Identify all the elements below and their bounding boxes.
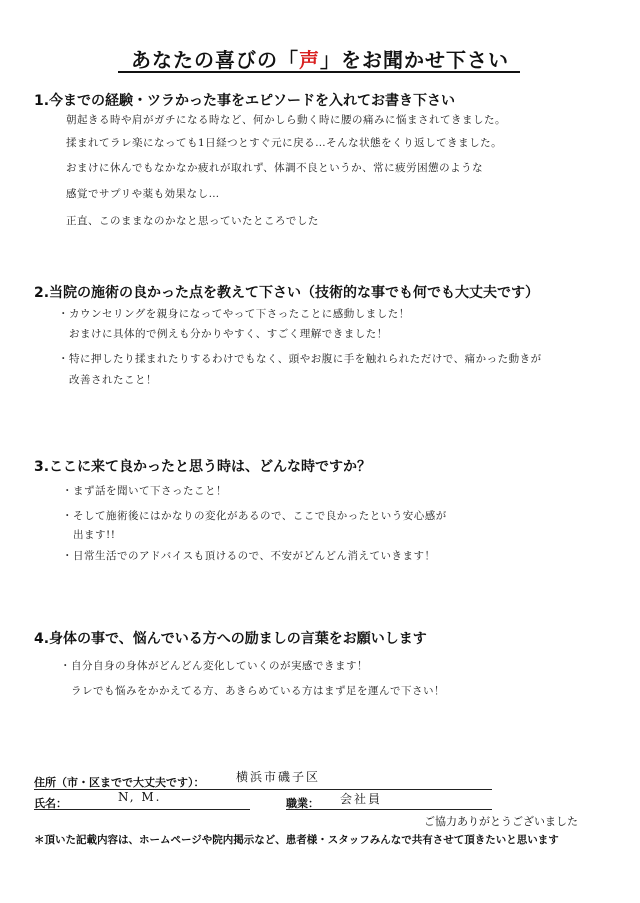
answer-1-line-3: おまけに休んでもなかなか疲れが取れず、体調不良というか、常に疲労困憊のような — [66, 162, 484, 174]
title-underline — [118, 71, 520, 73]
answer-1-line-4: 感覚でサプリや薬も効果なし… — [66, 188, 220, 200]
title-close-bracket: 」 — [320, 48, 341, 72]
answer-2-line-3: ・特に押したり揉まれたりするわけでもなく、頭やお腹に手を触れられただけで、痛かった動きが — [58, 353, 542, 365]
answer-3-line-2: ・そして施術後にはかなりの変化があるので、ここで良かったという安心感が — [62, 510, 447, 522]
address-label: 住所（市・区までで大丈夫です）： — [34, 776, 205, 789]
address-underline — [34, 789, 492, 790]
answer-3-line-1: ・まず話を聞いて下さったこと！ — [62, 485, 227, 497]
thanks-message: ご協力ありがとうございました — [424, 815, 578, 828]
title-open-bracket: 「 — [278, 48, 299, 72]
answer-4-line-1: ・自分自身の身体がどんどん変化していくのが実感できます！ — [60, 660, 368, 672]
answer-2-line-4: 改善されたこと！ — [58, 374, 157, 386]
address-value: 横浜市磯子区 — [236, 770, 321, 784]
answer-4-line-2: ラレでも悩みをかかえてる方、あきらめている方はまず足を運んで下さい！ — [60, 685, 445, 697]
name-value: N, M. — [118, 790, 162, 804]
question-2-label: 2.当院の施術の良かった点を教えて下さい（技術的な事でも何でも大丈夫です） — [34, 285, 540, 301]
answer-1-line-2: 揉まれてラレ楽になっても1日経つとすぐ元に戻る…そんな状態をくり返してきました。 — [66, 137, 503, 149]
job-value: 会社員 — [340, 792, 383, 806]
title-suffix: をお聞かせ下さい — [341, 48, 509, 72]
job-underline — [286, 809, 492, 810]
footnote: ＊頂いた記載内容は、ホームページや院内掲示など、患者様・スタッフみんなで共有させて頂きたいと思います — [34, 834, 559, 846]
question-1-label: 1.今までの経験・ツラかった事をエピソードを入れてお書き下さい — [34, 93, 456, 109]
answer-2-line-2: おまけに具体的で例えも分かりやすく、すごく理解できました！ — [58, 328, 388, 340]
title-prefix: あなたの喜びの — [131, 48, 278, 72]
answer-1-line-1: 朝起きる時や肩がガチになる時など、何かしら動く時に腰の痛みに悩まされてきました。 — [66, 114, 506, 126]
form-title — [0, 44, 640, 73]
title-highlight: 声 — [299, 48, 320, 72]
answer-2-line-1: ・カウンセリングを親身になってやって下さったことに感動しました！ — [58, 308, 410, 320]
question-3-label: 3.ここに来て良かったと思う時は、どんな時ですか？ — [34, 459, 372, 475]
answer-3-line-4: ・日常生活でのアドバイスも頂けるので、不安がどんどん消えていきます！ — [62, 550, 436, 562]
answer-1-line-5: 正直、このままなのかなと思っていたところでした — [66, 215, 319, 227]
answer-3-line-3: 出ます!! — [62, 529, 116, 541]
name-label: 氏名： — [34, 797, 67, 810]
name-underline — [34, 809, 250, 810]
job-label: 職業： — [286, 797, 319, 810]
question-4-label: 4.身体の事で、悩んでいる方への励ましの言葉をお願いします — [34, 631, 427, 647]
